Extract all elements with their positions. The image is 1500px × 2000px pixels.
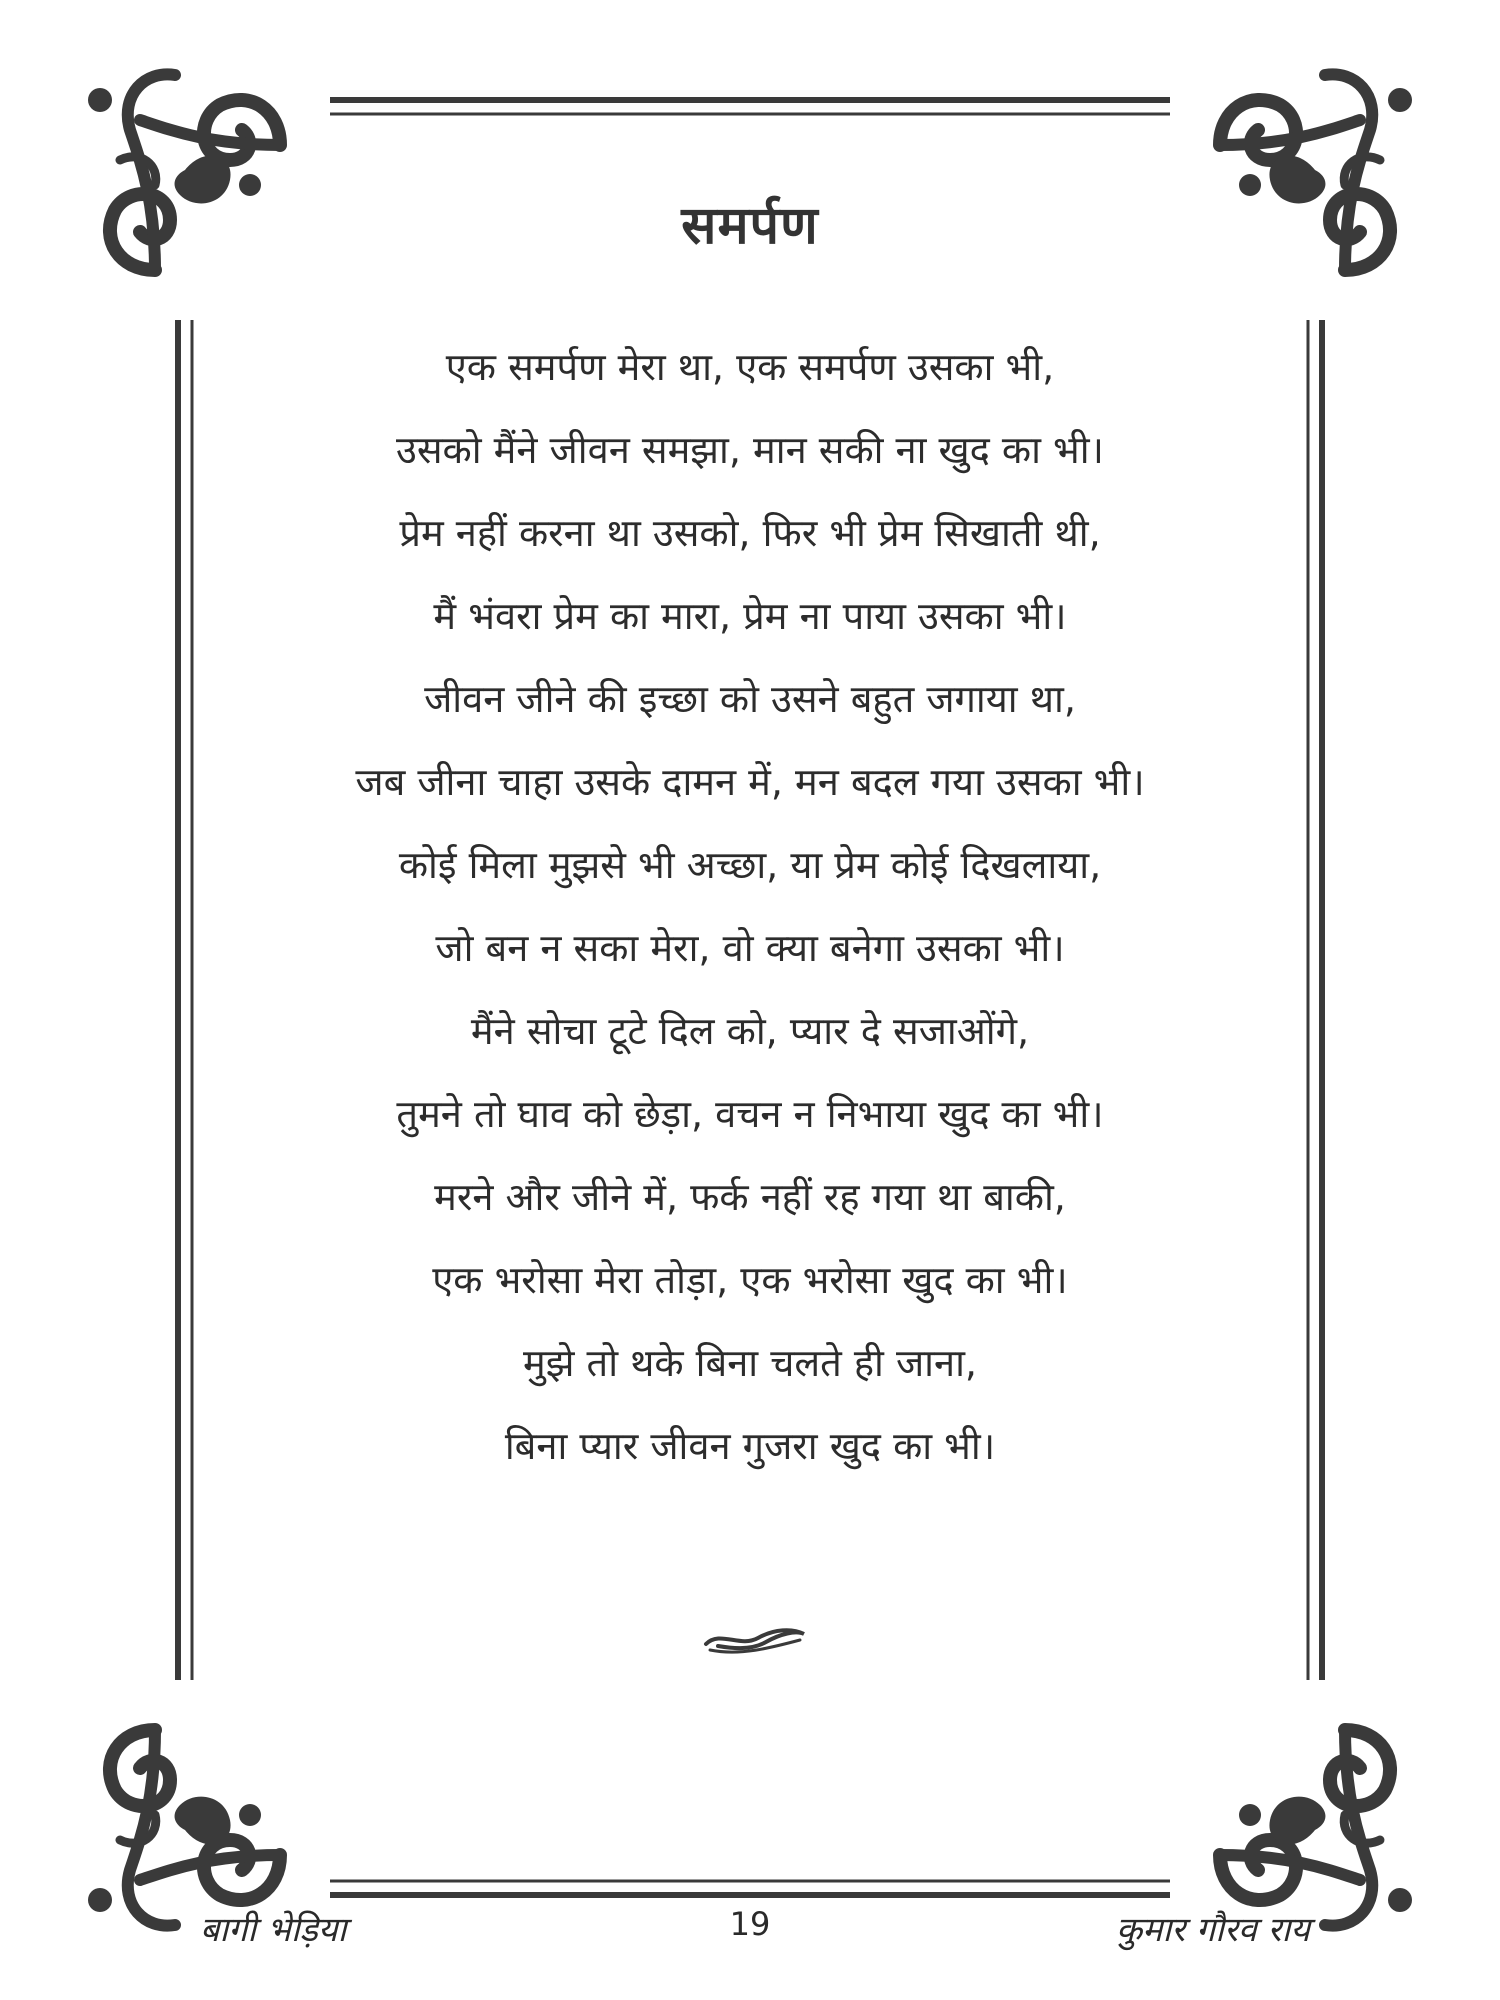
poem-line: जब जीना चाहा उसके दामन में, मन बदल गया उसका भी। xyxy=(355,760,1145,804)
footer-author: कुमार गौरव राय xyxy=(1116,1910,1310,1950)
poem-body xyxy=(200,326,1300,1488)
footer-book-title: बागी भेड़िया xyxy=(200,1910,347,1950)
poem-line: मैंने सोचा टूटे दिल को, प्यार दे सजाओंगे, xyxy=(470,1009,1030,1053)
poem-line: एक समर्पण मेरा था, एक समर्पण उसका भी, xyxy=(445,345,1055,389)
poem-line: उसको मैंने जीवन समझा, मान सकी ना खुद का भी। xyxy=(396,428,1104,472)
poem-line: जीवन जीने की इच्छा को उसने बहुत जगाया था, xyxy=(424,677,1076,721)
poem-line: प्रेम नहीं करना था उसको, फिर भी प्रेम सिखाती थी, xyxy=(399,511,1101,555)
poem-line: एक भरोसा मेरा तोड़ा, एक भरोसा खुद का भी। xyxy=(432,1258,1068,1302)
poem-line: बिना प्यार जीवन गुजरा खुद का भी। xyxy=(504,1424,996,1468)
poem-line: जो बन न सका मेरा, वो क्या बनेगा उसका भी। xyxy=(435,926,1065,970)
poem-title: समर्पण xyxy=(681,196,819,256)
flourish-icon xyxy=(700,1618,810,1658)
poem-line: तुमने तो घाव को छेड़ा, वचन न निभाया खुद का भी। xyxy=(396,1092,1104,1136)
poem-line: मरने और जीने में, फर्क नहीं रह गया था बाकी, xyxy=(434,1175,1066,1219)
poem-line: कोई मिला मुझसे भी अच्छा, या प्रेम कोई दिखलाया, xyxy=(398,843,1102,887)
poem-line: मैं भंवरा प्रेम का मारा, प्रेम ना पाया उसका भी। xyxy=(433,594,1067,638)
poem-line: मुझे तो थके बिना चलते ही जाना, xyxy=(523,1341,977,1385)
page-number: 19 xyxy=(729,1905,771,1943)
